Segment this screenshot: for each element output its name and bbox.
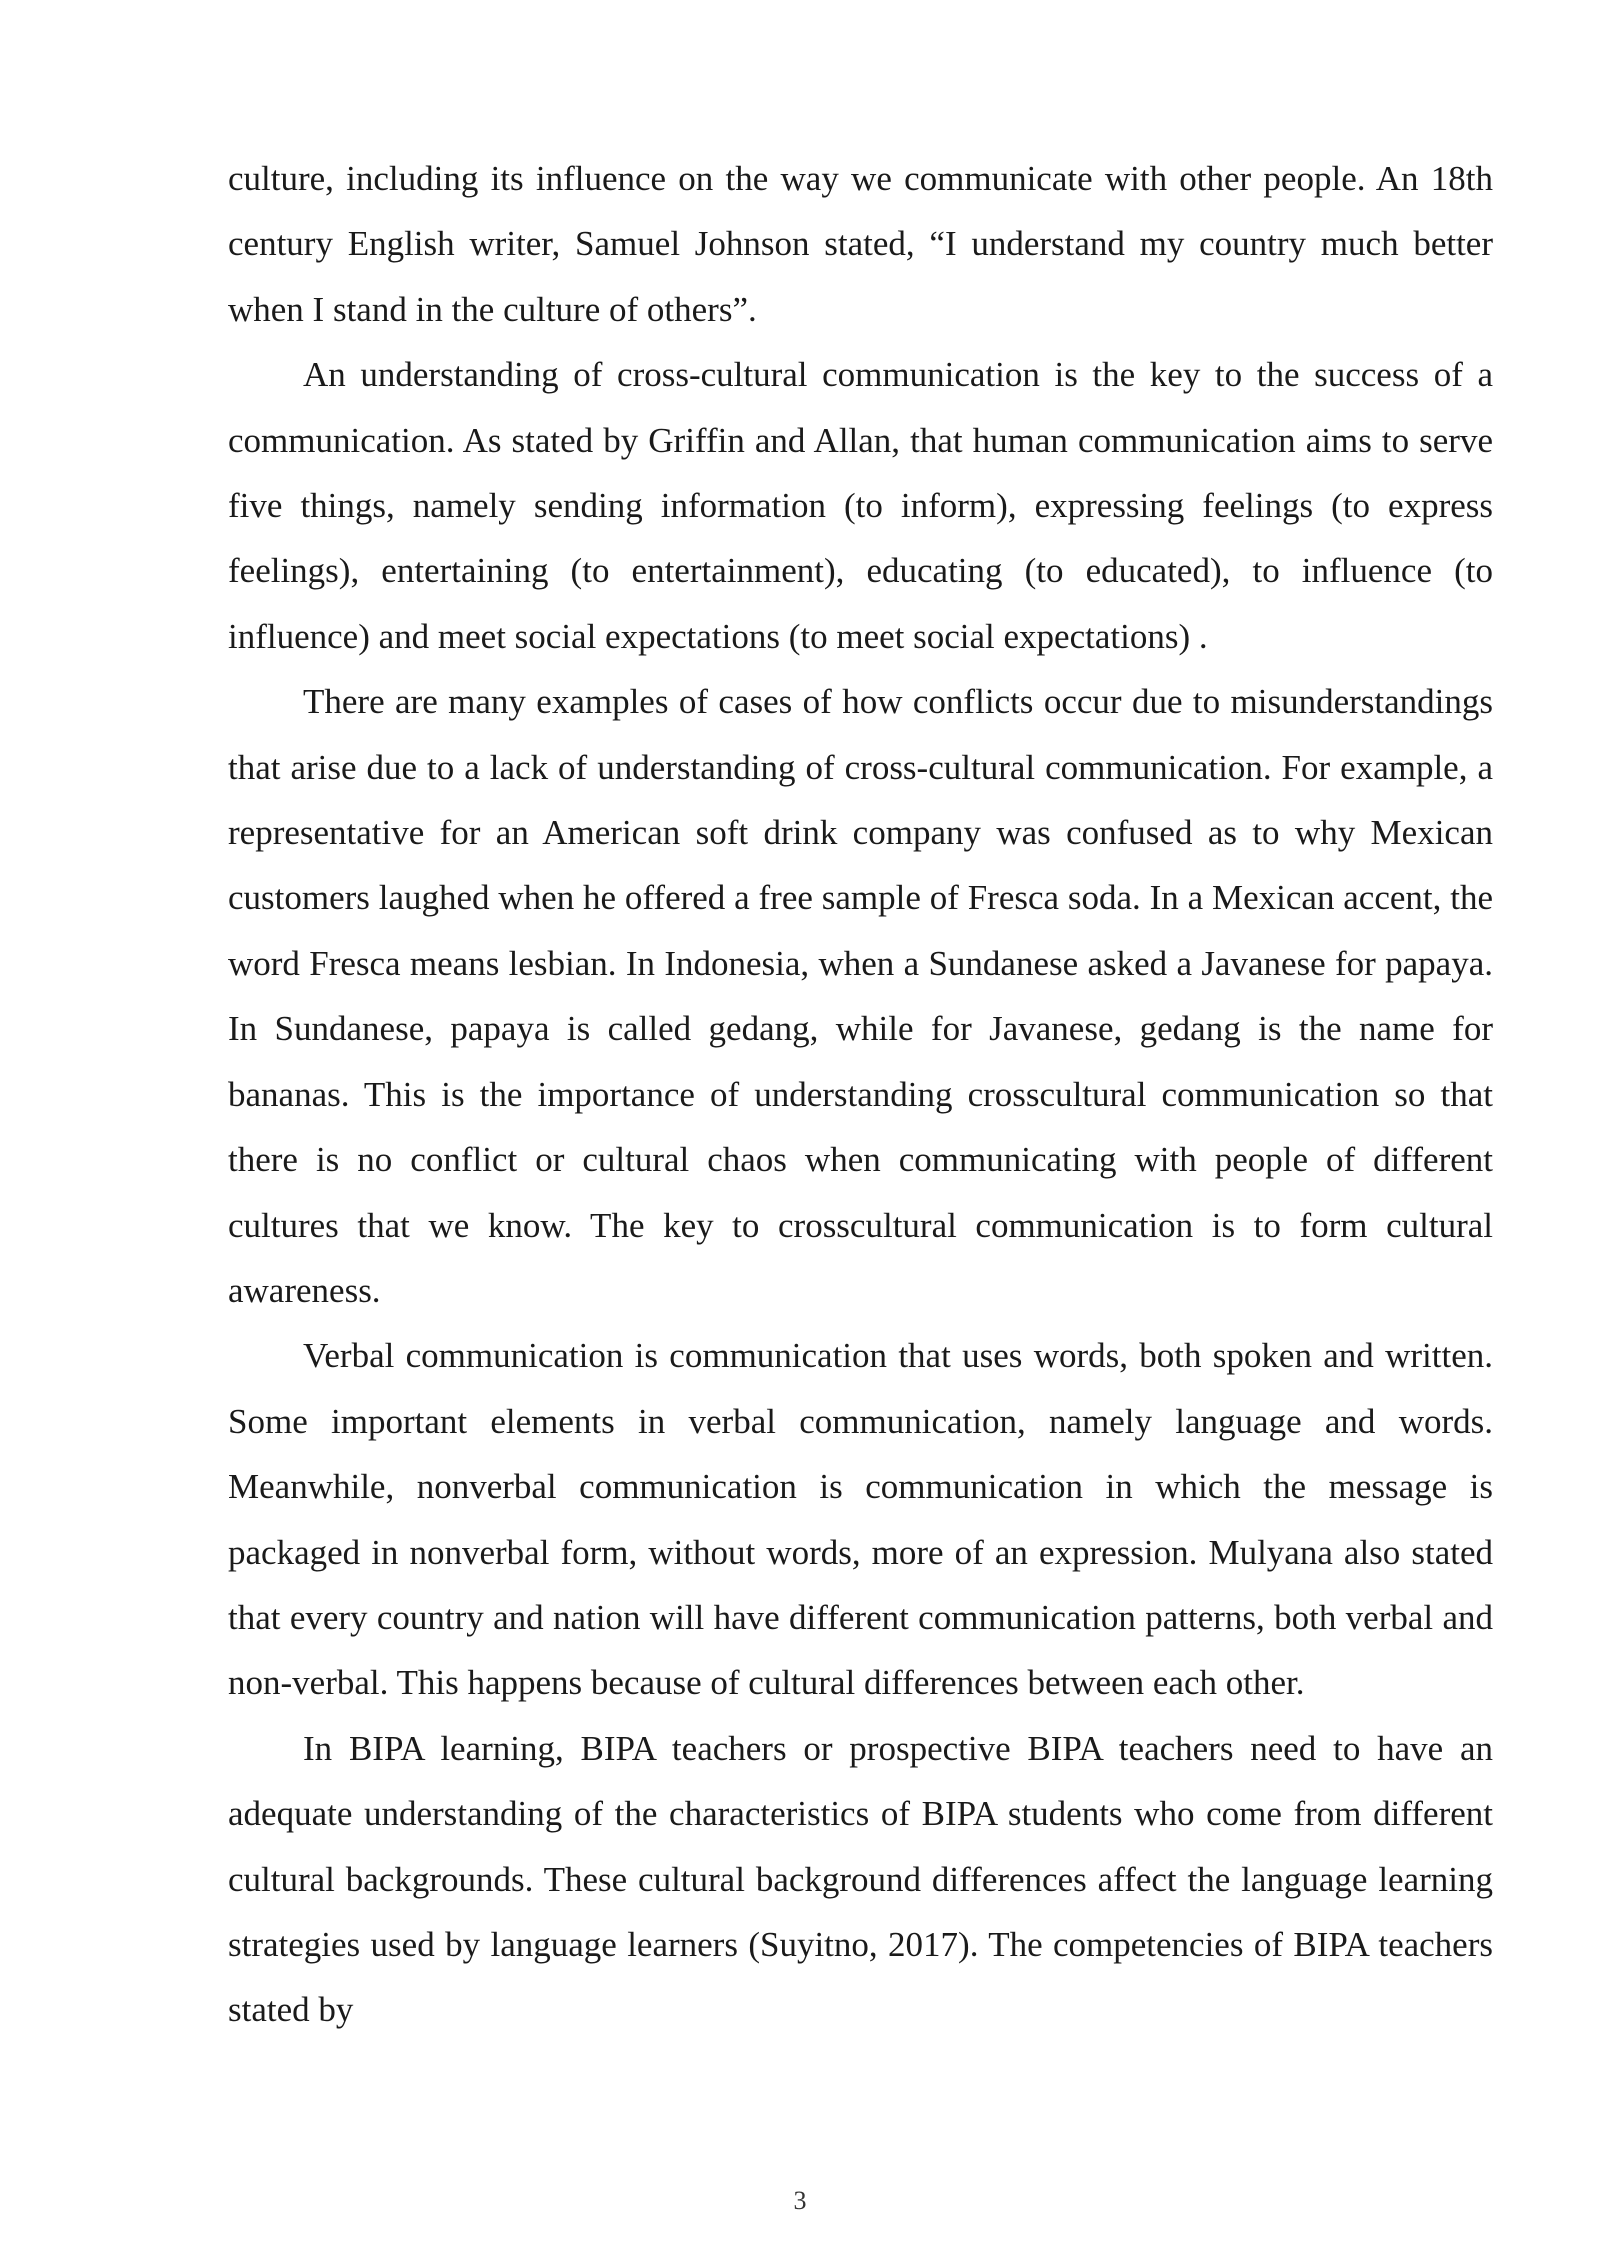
page-number: 3 [793, 2186, 807, 2215]
paragraph-verbal-nonverbal: Verbal communication is communication that uses words, both spoken and written. Some important elements in verbal communication, namely language and words. Meanwhile, nonverbal communication is communication in which the message is packaged in nonverbal form, without words, more of an expression. Mulyana also stated that every country and nation will have different communication patterns, both verbal and non-verbal. This happens because of cultural differences between each other. [228, 1336, 1493, 1703]
paragraph-continuation: culture, including its influence on the way we communicate with other people. An 18th century English writer, Samuel Johnson stated, “I understand my country much better when I stand in the culture of others”. [228, 159, 1493, 329]
paragraph-conflict-examples: There are many examples of cases of how conflicts occur due to misunderstandings that arise due to a lack of understanding of cross-cultural communication. For example, a representative for an American soft drink company was confused as to why Mexican customers laughed when he offered a free sample of Fresca soda. In a Mexican accent, the word Fresca means lesbian. In Indonesia, when a Sundanese asked a Javanese for papaya. In Sundanese, papaya is called gedang, while for Javanese, gedang is the name for bananas. This is the importance of understanding crosscultural communication so that there is no conflict or cultural chaos when communicating with people of different cultures that we know. The key to crosscultural communication is to form cultural awareness. [228, 682, 1493, 1310]
document-body [228, 146, 1493, 2043]
paragraph-bipa-learning: In BIPA learning, BIPA teachers or prospective BIPA teachers need to have an adequate understanding of the characteristics of BIPA students who come from different cultural backgrounds. These cultural background differences affect the language learning strategies used by language learners (Suyitno, 2017). The competencies of BIPA teachers stated by [228, 1728, 1493, 2030]
paragraph-cross-cultural-understanding: An understanding of cross-cultural communication is the key to the success of a communication. As stated by Griffin and Allan, that human communication aims to serve five things, namely sending information (to inform), expressing feelings (to express feelings), entertaining (to entertainment), educating (to educated), to influence (to influence) and meet social expectations (to meet social expectations) . [228, 355, 1493, 656]
